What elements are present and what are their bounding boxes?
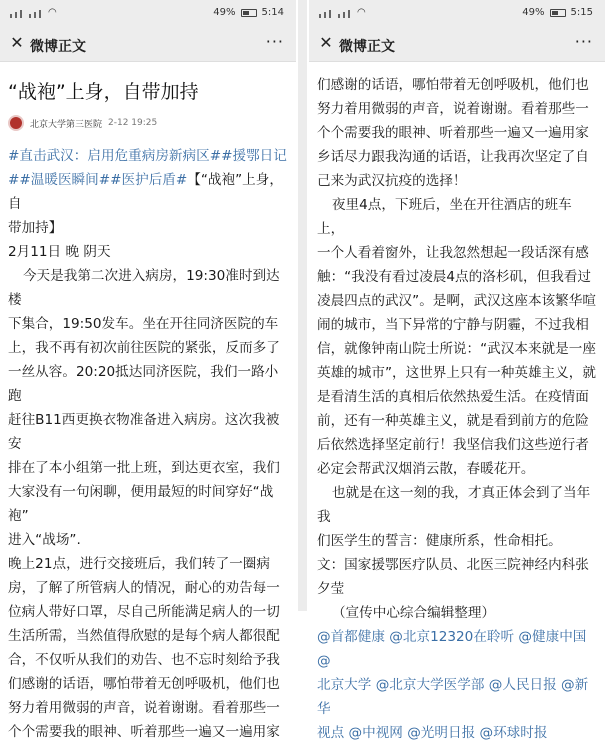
article-line: 排在了本小组第一批上班，到达更衣室，我们 [8,460,280,476]
hashtag-link[interactable]: ##温暖医瞬间##医护后盾# [8,172,188,188]
signal-icon [319,8,366,18]
article-line: 信，就像钟南山院士所说：“武汉本来就是一座 [317,341,596,357]
post-time: 2-12 19:25 [108,118,158,128]
article-line: 也就是在这一刻的我，才真正体会到了当年我 [317,485,591,525]
article-line: 下集合，19:50发车。坐在开往同济医院的车 [8,316,279,332]
article-line: 闹的城市，当下异常的宁静与阴霾，不过我相 [317,317,589,333]
close-icon[interactable]: ✕ [10,33,24,52]
article-body [317,73,597,745]
divider [298,0,307,611]
article-line: 进入“战场”. [8,532,81,548]
battery-icon [241,9,257,17]
nav-title: 微博正文 [339,39,395,55]
article-line: 必定会帮武汉烟消云散，春暖花开。 [317,461,535,477]
article-line: 一丝从容。20:20抵达同济医院，我们一路小跑 [8,364,279,404]
post-content [309,62,605,745]
article-line: 今天是我第二次进入病房，19:30准时到达楼 [8,268,280,308]
article-line: 英雄的城市”，这世界上只有一种英雄主义，就 [317,365,596,381]
article-line: 个个需要我的眼神、听着那些一遍又一遍用家 [8,724,280,740]
signal-icon [10,8,57,18]
article-body [8,144,288,744]
article-line: 大家没有一句闲聊，便用最短的时间穿好“战袍” [8,484,274,524]
article-line: 是看清生活的真相后依然热爱生活。在疫情面 [317,389,589,405]
nav-bar [0,26,296,62]
article-line: 一个人看着窗外，让我忽然想起一段话深有感 [317,245,589,261]
mention-links[interactable]: 北京大学 @北京大学医学部 @人民日报 @新华 [317,677,589,717]
wifi-icon: ◠ [357,7,366,18]
article-line: 们医学生的誓言：健康所系，性命相托。 [317,533,562,549]
article-line: 晚上21点，进行交接班后，我们转了一圈病 [8,556,270,572]
article-line: 合，不仅听从我们的劝告、也不忘时刻给予我 [8,652,280,668]
article-line: 努力着用微弱的声音，说着谢谢。看着那些一 [317,101,589,117]
hashtag-link[interactable]: #直击武汉：启用危重病房新病区##援鄂日记 [8,148,287,164]
article-line: 个个需要我的眼神、听着那些一遍又一遍用家 [317,125,589,141]
battery-percent: 49% [213,7,236,18]
article-line: （宣传中心综合编辑整理） [331,605,496,621]
status-bar [0,0,296,26]
author-name[interactable]: 北京大学第三医院 [30,119,103,130]
avatar[interactable] [8,115,24,131]
post-content [0,62,296,744]
article-line: 后依然选择坚定前行！我坚信我们这些逆行者 [317,437,589,453]
more-icon[interactable]: ··· [265,32,284,51]
clock: 5:15 [570,7,593,18]
more-icon[interactable]: ··· [574,32,593,51]
article-line: 文：国家援鄂医疗队员、北医三院神经内科张 [317,557,589,573]
clock: 5:14 [261,7,284,18]
article-title: “战袍”上身，自带加持 [8,81,199,103]
article-line: 们感谢的话语，哪怕带着无创呼吸机，他们也 [317,77,589,93]
author-row [8,114,288,132]
mention-links[interactable]: @首都健康 @北京12320在聆听 @健康中国 @ [317,629,587,669]
article-line: 生活所需，当然值得欣慰的是每个病人都很配 [8,628,280,644]
article-line: 带加持】 [8,220,63,236]
article-line: 努力着用微弱的声音，说着谢谢。看着那些一 [8,700,280,716]
nav-title: 微博正文 [30,39,86,55]
article-line: 前，还有一种英雄主义，就是看到前方的危险 [317,413,589,429]
close-icon[interactable]: ✕ [319,33,333,52]
screen-left [0,0,296,740]
article-line: 夕莹 [317,581,345,597]
wifi-icon: ◠ [48,7,57,18]
article-line: 上，我不再有初次前往医院的紧张，反而多了 [8,340,280,356]
article-line: 乡话尽力跟我沟通的话语，让我再次坚定了自 [317,149,589,165]
article-line: 赶往B11西更换衣物准备进入病房。这次我被安 [8,412,280,452]
battery-icon [550,9,566,17]
nav-bar [309,26,605,62]
article-line: 凌晨四点的武汉”。是啊，武汉这座本该繁华喧 [317,293,596,309]
article-line: 们感谢的话语，哪怕带着无创呼吸机，他们也 [8,676,280,692]
mention-links[interactable]: 视点 @中视网 @光明日报 @环球时报 [317,725,548,741]
article-line: 己来为武汉抗疫的选择！ [317,173,467,189]
screen-right [309,0,605,741]
article-line: 触：“我没有看过凌晨4点的洛杉矶，但我看过 [317,269,591,285]
article-line: 2月11日 晚 阴天 [8,244,111,260]
article-line: 位病人带好口罩，尽自己所能满足病人的一切 [8,604,280,620]
article-text: 【“战袍”上身，自 [8,172,283,212]
article-line [8,168,288,216]
article-line: 房，了解了所管病人的情况，耐心的劝告每一 [8,580,280,596]
article-line: 夜里4点，下班后，坐在开往酒店的班车上， [317,197,572,237]
battery-percent: 49% [522,7,545,18]
status-bar [309,0,605,26]
